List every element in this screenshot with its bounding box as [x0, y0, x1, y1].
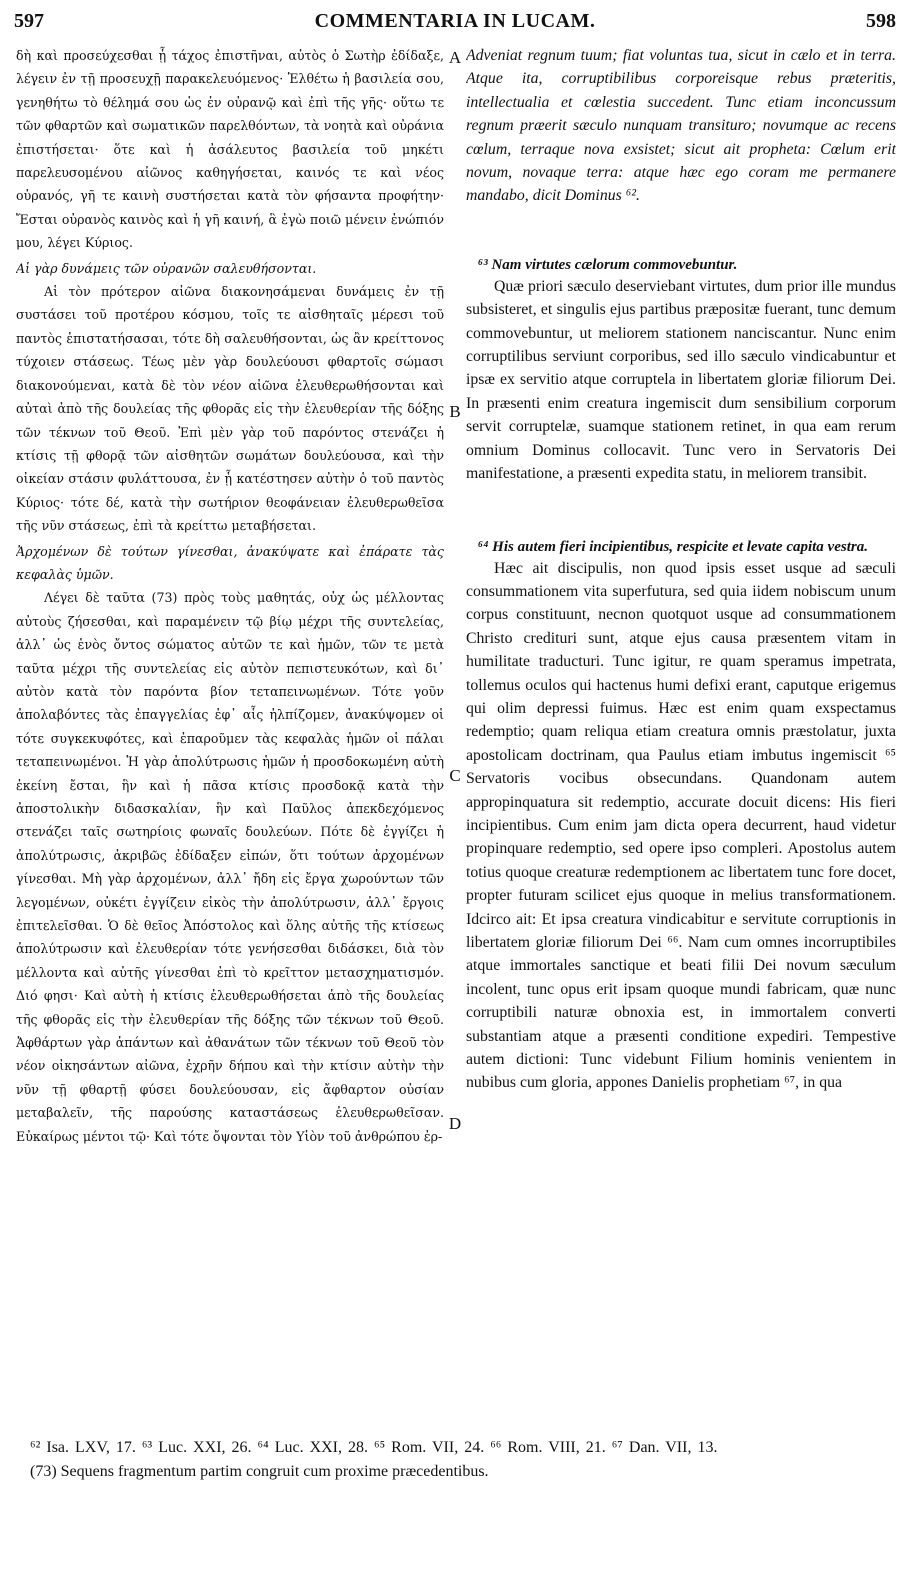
latin-paragraph-2: Quæ priori sæculo deserviebant virtutes, dum prior ille mundus subsisteret, et singulis ejus partibus præpositæ fuerant, tunc demum commovebuntur, ut meliorem stationem nanciscantur. Nunc enim corruptilibus serviunt corporibus, sed illo sæculo vindicabuntur et ipsæ ex servitio atque corruptela in libertatem gloriæ filiorum Dei. In præsenti enim creatura ingemiscit dum sensibilium corporum servit corruptelæ, suamque stationem retinet, in qua eam rerum omnium Dominus collocavit. Tunc vero in Servatoris Dei manifestatione, a præsenti expedita statu, in meliorem transibit. [466, 277, 896, 483]
footnotes [30, 1436, 892, 1484]
running-head [14, 10, 896, 38]
page-title: COMMENTARIA IN LUCAM. [314, 10, 596, 32]
latin-lemma-2: ⁶³ Nam virtutes cælorum commovebuntur. [478, 256, 738, 273]
greek-paragraph-1: δὴ καὶ προσεύχεσθαι ᾗ τάχος ἐπιστῆναι, αὐτὸς ὁ Σωτὴρ ἐδίδαξε, λέγειν ἐν τῇ προσευχῇ παρακελευόμενος· Ἐλθέτω ἡ βασιλεία σου, γενηθήτω τὸ θέλημά σου ὡς ἐν οὐρανῷ καὶ ἐπὶ τῆς γῆς· οὕτω τε τῶν φθαρτῶν καὶ σωματικῶν παρελθόντων, τὰ νοητὰ καὶ οὐράνια ἐπιστήσεται· ὅτε καὶ ἡ ἀσάλευτος βασιλεία τοῦ μηκέτι παρελευσομένου αἰῶνος καθηγήσεται, καινός τε καὶ νέος οὐρανός, γῆ τε καινὴ συστήσεται κατὰ τὸν φήσαντα προφήτην· Ἔσται οὐρανὸς καινὸς καὶ ἡ γῆ καινή, ἃ ἐγὼ ποιῶ μένειν ἐνώπιόν μου, λέγει Κύριος. [16, 48, 444, 251]
greek-column [16, 44, 444, 1424]
page-number-right: 598 [866, 10, 896, 32]
margin-letter-d: D [448, 1114, 462, 1133]
latin-lemma-3: ⁶⁴ His autem fieri incipientibus, respicite et levate capita vestra. [478, 538, 868, 555]
latin-spacer-2 [466, 486, 896, 538]
page-number-left: 597 [14, 10, 44, 32]
margin-letter-b: B [449, 402, 461, 421]
greek-lemma-2: Αἱ γὰρ δυνάμεις τῶν οὐρανῶν σαλευθήσονται. [16, 260, 317, 276]
greek-lemma-3: Ἀρχομένων δὲ τούτων γίνεσθαι, ἀνακύψατε καὶ ἐπάρατε τὰς κεφαλὰς ὑμῶν. [16, 543, 444, 582]
greek-paragraph-3: Λέγει δὲ ταῦτα (73) πρὸς τοὺς μαθητάς, οὐχ ὡς μέλλοντας αὐτοὺς ζήσεσθαι, καὶ παραμένειν τῷ βίῳ μέχρι τῆς συντελείας, ἀλλ᾽ ὡς ἑνὸς ὄντος σώματος αὐτῶν τε καὶ ἡμῶν, τῶν τε μετὰ ταῦτα μέχρι τῆς συντελείας εἰς αὐτὸν πεπιστευκότων, καὶ δι᾽ αὐτὸν κατὰ τὸν παρόντα βίον τεταπεινωμένων. Τότε γοῦν ἀπολαβόντες τὰς ἐπαγγελίας ἐφ᾽ αἷς ἠλπίζομεν, ἀνακύψομεν οἱ τότε συγκεκυφότες, καὶ ἐπαροῦμεν τὰς κεφαλὰς ἡμῶν οἱ πάλαι τεταπεινωμένοι. Ἡ γὰρ ἀπολύτρωσις ἡμῶν ἡ προσδοκωμένη αὐτὴ ἐκείνη ἔσται, ἣν καὶ ἡ πᾶσα κτίσις προσδοκᾷ κατὰ τὴν ἀποστολικὴν διδασκαλίαν, ἣν καὶ Παῦλος ἀπεκδεχόμενος στενάζει ταῖς σωτηρίοις φωναῖς δουλεύων. Πότε δὲ ἐγγίζει ἡ ἀπολύτρωσις, ἀκριβῶς ἐδίδαξεν εἰπών, ὅτι τούτων ἀρχομένων γίνεσθαι. Μὴ γὰρ ἀρχομένων, ἀλλ᾽ ἤδη εἰς ἔργα χωρούντων τῶν λεγομένων, οὐκέτι ἐγγίζειν εἰκὸς τὴν ἀπολύτρωσιν, ἀλλ᾽ ἔργοις ἐπιτελεῖσθαι. Ὁ δὲ θεῖος Ἀπόστολος καὶ ὅλης αὐτῆς τῆς κτίσεως ἀπολύτρωσιν καὶ ἐλευθερίαν τότε γενήσεσθαι διδάσκει, διὰ τὸν μέλλοντα καὶ αὐτῆς γίνεσθαι ἐπὶ τὸ κρεῖττον μετασχηματισμόν. Διό φησι· Καὶ αὐτὴ ἡ κτίσις ἐλευθερωθήσεται ἀπὸ τῆς δουλείας τῆς φθορᾶς εἰς τὴν ἐλευθερίαν τῆς δόξης τῶν τέκνων τοῦ Θεοῦ. Ἀφθάρτων γὰρ ἁπάντων καὶ ἀθανάτων τῶν τέκνων τοῦ Θεοῦ τὸν νέον οἰκησάντων αἰῶνα, ἐχρῆν δήπου καὶ τὴν κτίσιν αὐτὴν τὴν νῦν τῇ φθαρτῇ φύσει δουλεύουσαν, εἰς ἄφθαρτον οὐσίαν μεταβαλεῖν, τῆς παρούσης καταστάσεως ἐλευθερωθεῖσαν. Εὐκαίρως μέντοι τῷ· Καὶ τότε ὄψονται τὸν Υἱὸν τοῦ ἀνθρώπου ἐρ- [16, 590, 444, 1144]
latin-spacer-1 [466, 208, 896, 256]
latin-paragraph-1: Adveniat regnum tuum; fiat voluntas tua, sicut in cælo et in terra. Atque ita, corruptibilibus corporeisque rebus præteritis, intellectualia et cœlestia succedent. Tunc etiam inconcussum regnum præerit sæculo nunquam transituro; novumque ac recens cœlum, terraque nova exsistet; sicut ait propheta: Cœlum erit novum, novaque terra: atque hæc ego coram me permanere mandabo, dicit Dominus ⁶². [466, 47, 896, 205]
margin-letter-c: C [449, 766, 461, 785]
scripture-references: ⁶² Isa. LXV, 17. ⁶³ Luc. XXI, 26. ⁶⁴ Luc. XXI, 28. ⁶⁵ Rom. VII, 24. ⁶⁶ Rom. VIII, 21. ⁶⁷ Dan. VII, 13. [30, 1439, 718, 1456]
editor-note: (73) Sequens fragmentum partim congruit cum proxime præcedentibus. [30, 1463, 489, 1480]
margin-letter-a: A [448, 48, 462, 67]
greek-paragraph-2: Αἱ τὸν πρότερον αἰῶνα διακονησάμεναι δυνάμεις ἐν τῇ συστάσει τοῦ προτέρου κόσμου, τοῖς τε αἰσθηταῖς μέρεσι τοῦ παντὸς ἐπιστατήσασαι, τότε δὴ σαλευθήσονται, ὡς ἂν κρείττονος τύχοιεν στάσεως. Τέως μὲν γὰρ δουλεύουσι φθαρτοῖς σώμασι διακονούμεναι, κατὰ δὲ τὸν νέον αἰῶνα ἐλευθερωθήσονται καὶ αὐταὶ ἀπὸ τῆς δουλείας τῆς φθορᾶς εἰς τὴν ἐλευθερίαν τῆς δόξης τῶν τέκνων τοῦ Θεοῦ. Ἐπὶ μὲν γὰρ τοῦ παρόντος στενάζει ἡ κτίσις τῇ φθορᾷ τῶν αἰσθητῶν σωμάτων δουλεύουσα, καὶ τὴν οἰκείαν στάσιν φυλάττουσα, ἐν ᾗ κατέστησεν αὐτὴν ὁ τοῦ παντὸς Κύριος· τότε δέ, κατὰ τὴν σωτήριον θεοφάνειαν ἐλευθερωθεῖσα τῆς νῦν στάσεως, ἐπὶ τὰ κρείττω μεταβήσεται. [16, 284, 444, 534]
latin-paragraph-3: Hæc ait discipulis, non quod ipsis esset usque ad sæculi consummationem vita superfutura, sed quia iidem nobiscum unum corpus constituunt, necnon quotquot usque ad consummationem Christo credituri sunt, atque ejus causa præsentem vitam in humilitate traducturi. Tunc igitur, re quam speramus impetrata, tollemus oculos qui hactenus humi defixi erant, caputque erigemus qui olim depressi fuimus. Hæc est enim quam exspectamus redemptio; quam reliqua etiam creatura omnis præstolatur, juxta apostolicam doctrinam, qua Paulus etiam imbutus ingemiscit ⁶⁵ Servatoris vocibus obsecundans. Quandonam autem appropinquatura sit redemptio, accurate docuit dicens: His fieri incipientibus. Cum enim jam dicta opera decurrent, haud videtur propinquare redemptio, sed opere ipso compleri. Apostolus autem totius quoque creaturæ redemptionem ac libertatem tunc fore docet, propter futuram scilicet ejus quoque in melius transformationem. Idcirco ait: Et ipsa creatura vindicabitur e servitute corruptionis in libertatem gloriæ filiorum Dei ⁶⁶. Nam cum omnes incorruptibiles atque immortales sanctique et beati filii Dei novum sæculum incolent, tunc opus erit ipsam quoque mundi fabricam, quæ nunc corruptibili naturæ obnoxia est, in immortalem converti substantiam atque a præsenti conditione expediri. Tempestive autem dictioni: Tunc videbunt Filium hominis venientem in nubibus cum gloria, appones Danielis prophetiam ⁶⁷, in qua [466, 559, 896, 1092]
latin-column [466, 44, 896, 1424]
